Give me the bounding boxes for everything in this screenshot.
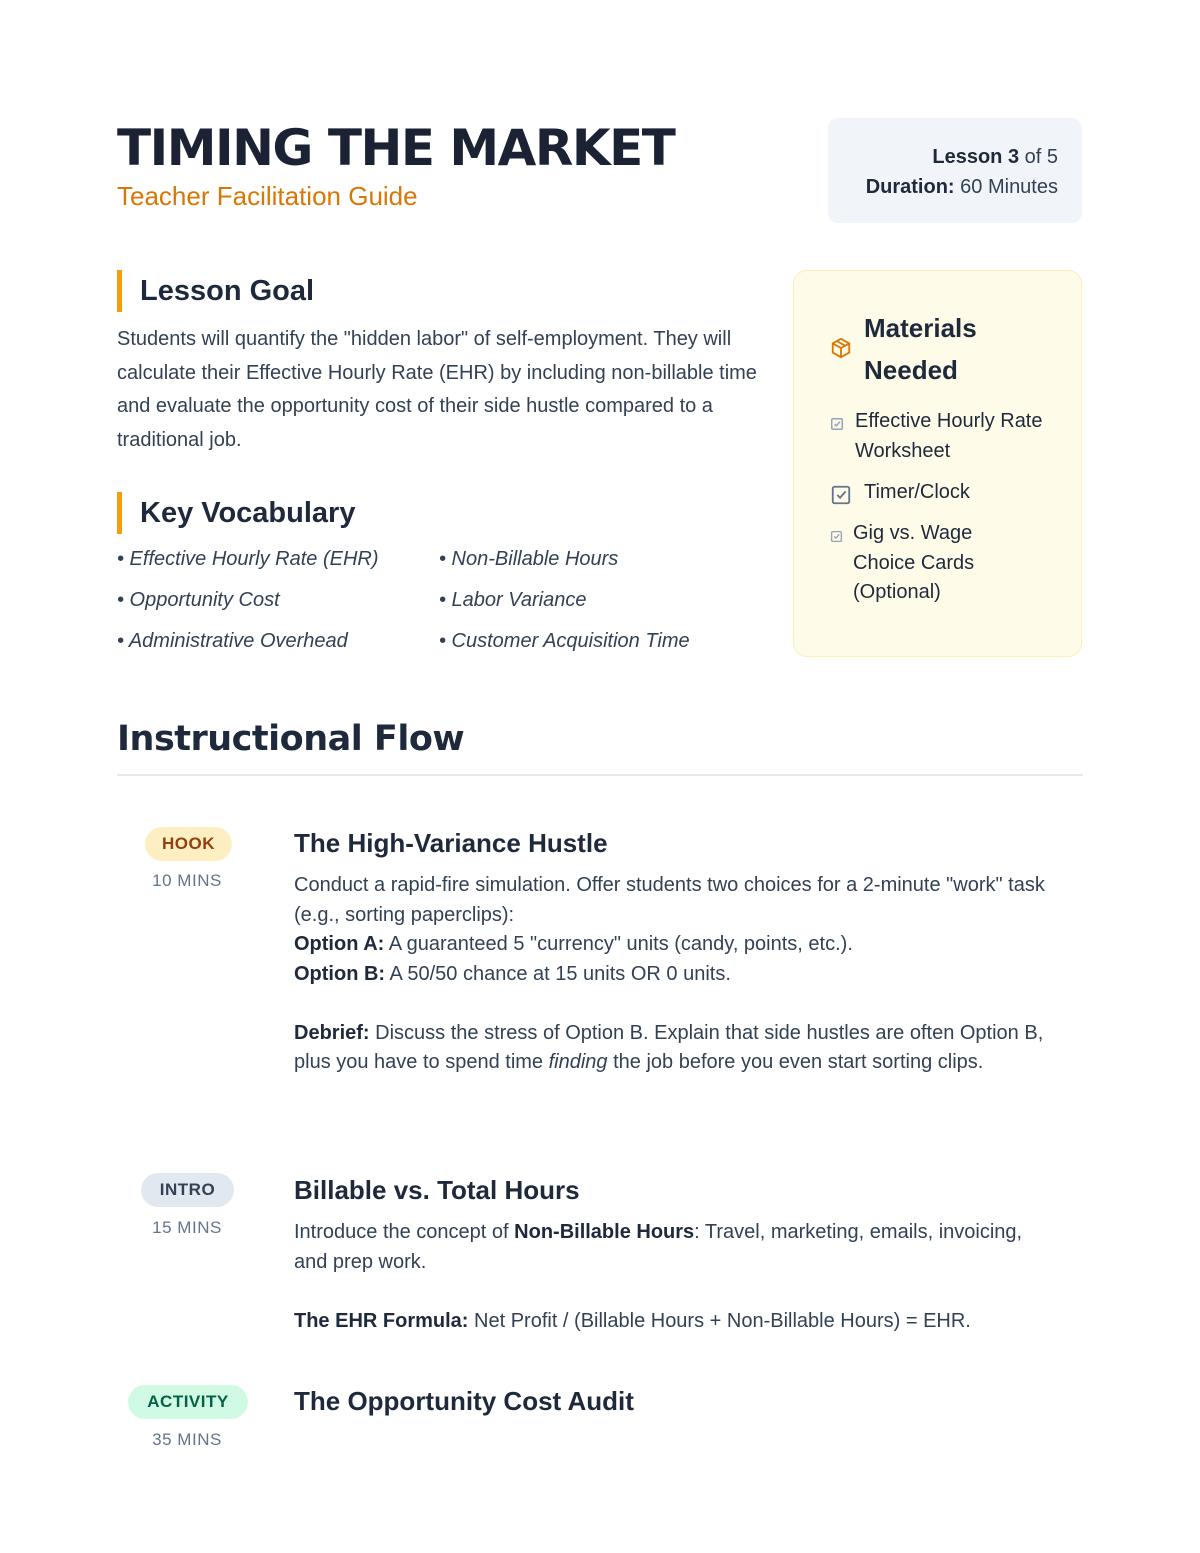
lesson-progress xyxy=(828,142,1058,172)
lesson-label: Lesson xyxy=(932,146,1003,168)
vocab-item: • Non-Billable Hours xyxy=(439,548,619,570)
option-a-label: Option A: xyxy=(294,933,385,955)
page-subtitle: Teacher Facilitation Guide xyxy=(117,181,418,211)
checkbox-icon xyxy=(830,417,844,436)
hook-badge: HOOK xyxy=(145,827,232,861)
vocab-item: • Customer Acquisition Time xyxy=(439,630,690,652)
duration-value: 60 Minutes xyxy=(960,176,1058,198)
lesson-goal-heading: Lesson Goal xyxy=(117,271,314,311)
step-duration: 10 MINS xyxy=(152,871,222,890)
divider xyxy=(117,774,1083,776)
vocabulary-list xyxy=(117,543,757,657)
step-body xyxy=(294,871,1054,1078)
option-a xyxy=(294,930,1054,960)
step-text-part: Introduce the concept of xyxy=(294,1221,509,1243)
lesson-duration xyxy=(828,172,1058,202)
intro-badge: INTRO xyxy=(141,1173,234,1207)
step-title: The Opportunity Cost Audit xyxy=(294,1386,634,1416)
lesson-number: 3 xyxy=(1007,146,1020,168)
box-icon xyxy=(830,337,852,364)
lesson-of: of 5 xyxy=(1024,146,1058,168)
step-text-part: : Travel, marketing, emails, invoicing, and prep work. xyxy=(294,1221,1023,1273)
bold-term: Non-Billable Hours xyxy=(514,1221,695,1243)
lesson-goal-text: Students will quantify the "hidden labor" of self-employment. They will calculate their Effective Hourly Rate (EHR) by including non-billable time and evaluate the opportunity cost of their side hustle compared to a traditional job. xyxy=(117,328,757,451)
step-duration: 15 MINS xyxy=(152,1218,222,1237)
materials-heading: Materials Needed xyxy=(864,313,977,385)
duration-label: Duration: xyxy=(865,176,955,198)
step-duration: 35 MINS xyxy=(152,1430,222,1449)
vocab-item: • Administrative Overhead xyxy=(117,630,348,652)
vocab-item: • Opportunity Cost xyxy=(117,589,280,611)
material-item: Gig vs. Wage Choice Cards (Optional) xyxy=(853,522,975,603)
option-b-label: Option B: xyxy=(294,962,386,985)
vocab-item: • Effective Hourly Rate (EHR) xyxy=(117,548,379,570)
vocabulary-heading: Key Vocabulary xyxy=(117,493,355,533)
ehr-formula xyxy=(294,1307,1054,1337)
vocab-item: • Labor Variance xyxy=(439,589,587,611)
option-b-text: A 50/50 chance at 15 units OR 0 units. xyxy=(389,962,731,985)
debrief-text: Discuss the stress of Option B. Explain that side hustles are often Option B, plus you have to spend time xyxy=(294,1021,1044,1073)
checkbox-icon xyxy=(830,530,843,548)
formula-text: Net Profit / (Billable Hours + Non-Billable Hours) = EHR. xyxy=(474,1309,971,1332)
debrief xyxy=(294,1019,1054,1078)
materials-card xyxy=(793,270,1082,657)
step-intro: Conduct a rapid-fire simulation. Offer students two choices for a 2-minute "work" task (e.g., sorting paperclips): xyxy=(294,874,1045,926)
step-title: Billable vs. Total Hours xyxy=(294,1175,580,1205)
material-item: Timer/Clock xyxy=(864,481,970,503)
step-title: The High-Variance Hustle xyxy=(294,828,608,858)
debrief-emphasis: finding xyxy=(548,1051,608,1073)
instructional-flow-heading: Instructional Flow xyxy=(117,719,465,759)
lesson-info-box xyxy=(828,118,1082,223)
step-text xyxy=(294,1218,1054,1277)
option-b xyxy=(294,960,1054,990)
checkbox-icon xyxy=(830,484,852,511)
step-body xyxy=(294,1218,1054,1336)
debrief-text: the job before you even start sorting clips. xyxy=(613,1051,984,1073)
debrief-label: Debrief: xyxy=(294,1021,370,1044)
page-title: TIMING THE MARKET xyxy=(117,119,675,177)
activity-badge: ACTIVITY xyxy=(128,1385,248,1419)
option-a-text: A guaranteed 5 "currency" units (candy, points, etc.). xyxy=(388,933,853,955)
material-item: Effective Hourly Rate Worksheet xyxy=(855,410,1043,462)
formula-label: The EHR Formula: xyxy=(294,1309,469,1332)
